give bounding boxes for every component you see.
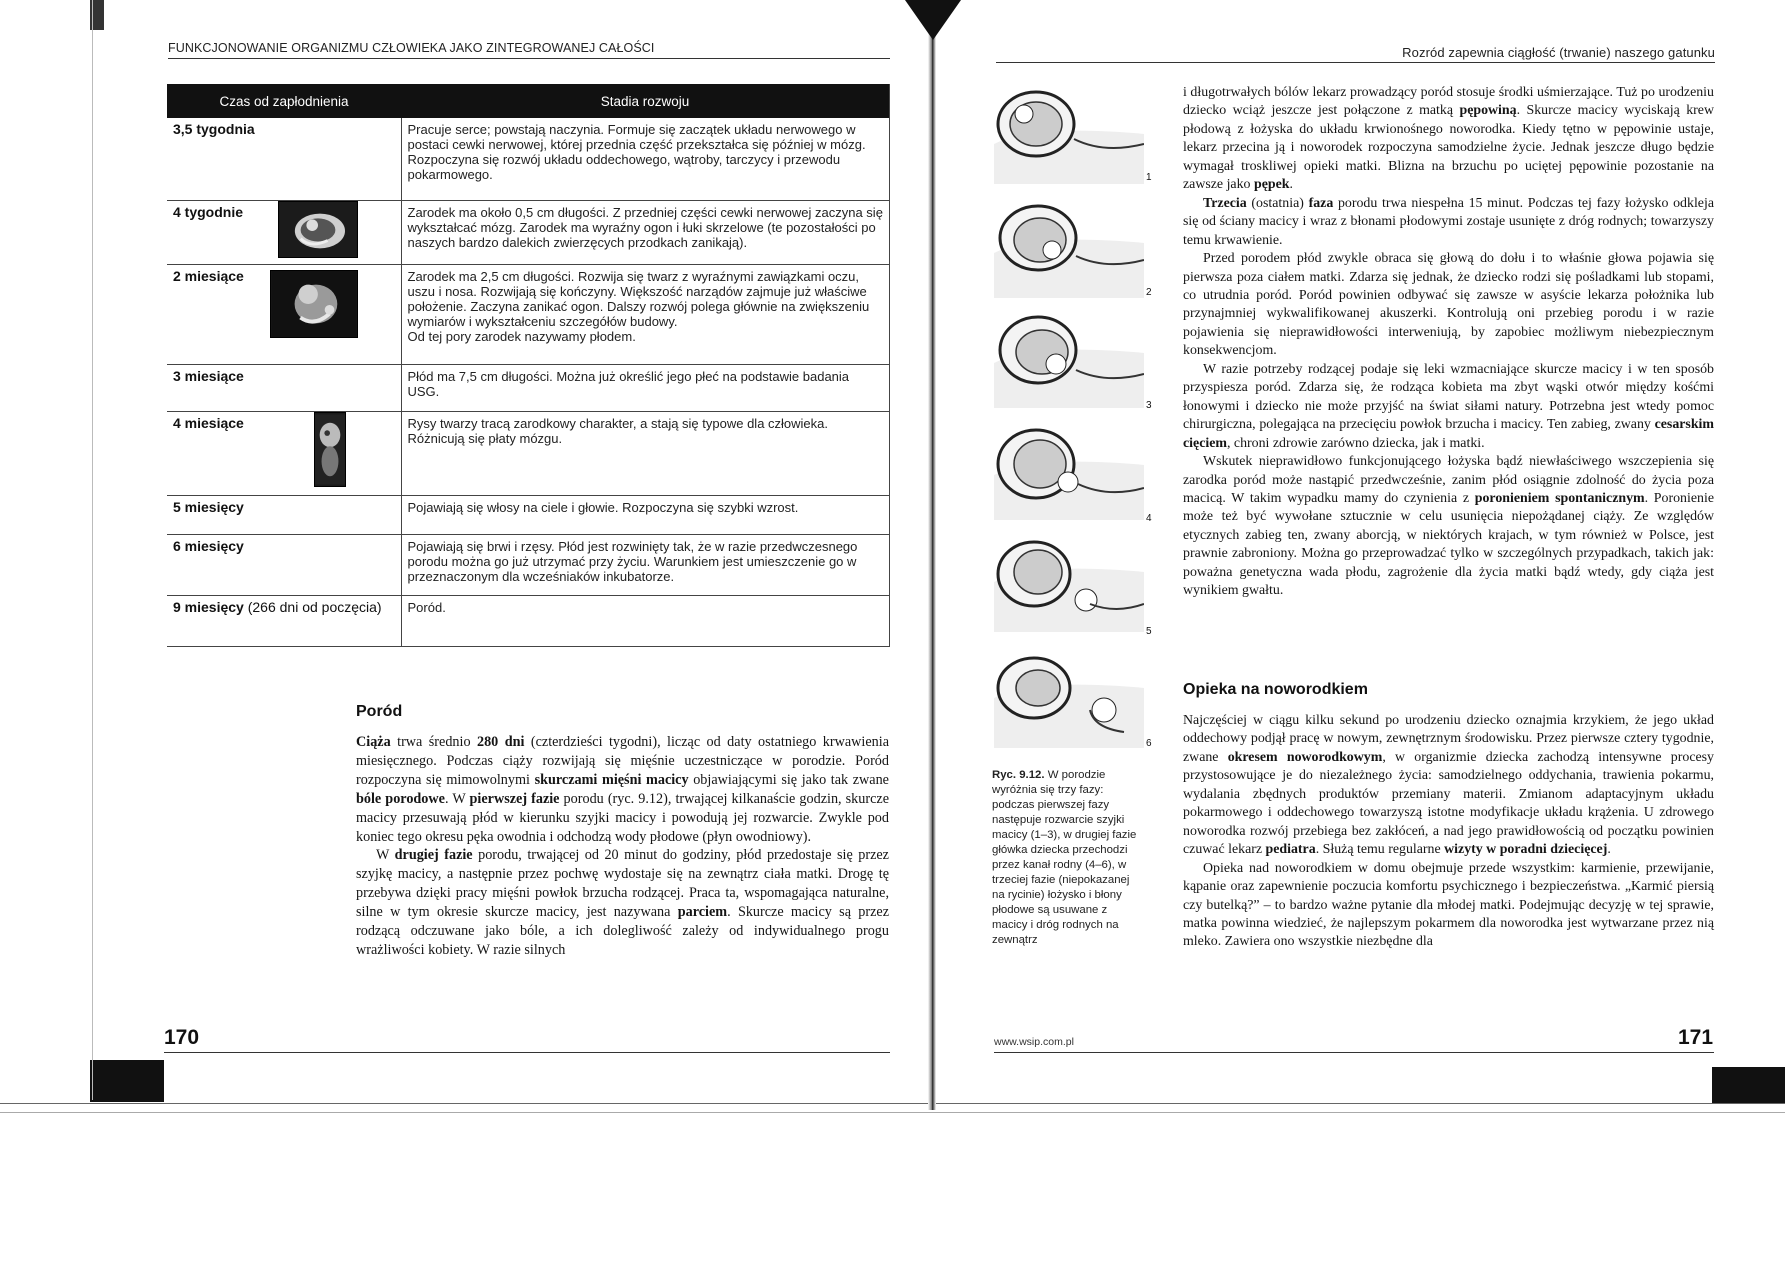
birth-stage-5-drawing [994,532,1144,632]
book-spine [928,0,936,1110]
birth-stage-4-drawing [994,420,1144,520]
page-bottom-edge [936,1103,1785,1104]
stage-description [401,264,890,364]
term: poronieniem spontanicznym [1474,490,1645,506]
text-run: . Służą temu regularne [1315,842,1445,858]
stage-description: Pracuje serce; powstają naczynia. Formuje się zaczątek układu nerwowego w postaci cewki nerwowej, której przednia część przekształca się później w mózg. Rozpoczyna się rozwój układu oddechowego, wątroby, tarczycy i przewodu pokarmowego. [401,118,890,200]
figure-stage-number: 2 [1146,287,1152,298]
running-head-left: FUNKCJONOWANIE ORGANIZMU CZŁOWIEKA JAKO ZINTEGROWANEJ CAŁOŚCI [168,41,655,55]
term: cesarskim cięciem [1183,417,1714,451]
figure-stage-number: 4 [1146,513,1152,524]
development-stages-table [167,84,890,647]
stage-description-note: Od tej pory zarodek nazywamy płodem. [407,328,636,344]
stage-time: 4 tygodnie [173,203,244,220]
term: Ciąża [356,734,391,750]
header-rule [996,62,1715,63]
term: drugiej fazie [394,847,473,864]
term: pierwszej fazie [469,790,560,807]
text-run: (czterdzieści tygodni), licząc od daty ostatniego krwawienia miesięcznego. Podczas ciąży rozwijają się mięśnie uczestniczące w porodzie. Poród rozpoczyna się mimowolnymi [356,734,889,788]
text-run: Wskutek nieprawidłowo funkcjonującego łożyska bądź niewłaściwego wszczepienia się zarodka poród może nastąpić przedwcześnie, zanim płód osiągnie zdolność do życia poza macicą. W takim wypadku mamy do czynienia z [1183,454,1714,506]
text-run: . Skurcze macicy wyciskają krew płodową z łożyska do układu krwionośnego noworodka. Kiedy tętno w pępowinie ustaje, lekarz przecina ją i noworodek rozpoczyna samodzielne życie. Jednak jeszcze długo będzie wymagał troskliwej opieki matki. Blizna na brzuchu po uciętej pępowinie pozostanie na zawsze jako [1183,103,1714,193]
birth-stage-3-drawing [994,308,1144,408]
stage-time: 4 miesiące [173,414,244,431]
footer-rule [994,1052,1714,1053]
embryo-4-weeks-photo [278,201,358,258]
term: pępek [1253,177,1290,193]
table-header-time: Czas od zapłodnienia [167,84,401,118]
scan-edge-mark [1712,1067,1785,1103]
text-run: objawiającymi się jako tak zwane [688,771,889,788]
stage-description-text: Zarodek ma 2,5 cm długości. Rozwija się twarz z wyraźnymi zawiązkami oczu, uszu i nosa. Rozwijają się kończyny. Większość narządów zajmuje już właściwe położenie. Zaczyna zanikać ogon. Dalszy rozwój polega głównie na zwiększeniu wymiarów i wykształceniu szczegółów budowy. [407,268,870,329]
stage-description: Zarodek ma około 0,5 cm długości. Z przedniej części cewki nerwowej zaczyna się wykształcać mózg. Zarodek ma wyraźny ogon i łuki skrzelowe (te pozostałości po naszych bardzo dalekich zwierzęcych przodkach zanikają). [401,200,890,264]
newborn-care-text [1183,712,1714,952]
term: Trzecia [1203,195,1247,211]
section-title-birth: Poród [356,703,403,720]
paragraph [1183,84,1714,195]
stage-time: 2 miesiące [173,267,244,284]
text-run: W [376,847,395,864]
section-title-newborn: Opieka na noworodkiem [1183,681,1368,698]
table-row [167,495,890,534]
page-edge-line [92,0,93,1100]
figure-stage-number: 1 [1146,172,1152,183]
table-row [167,534,890,595]
text-run: . [1607,842,1611,858]
paragraph [1183,361,1714,453]
table-row [167,595,890,646]
stage-time-note: (266 dni od poczęcia) [243,598,382,615]
stage-time: 9 miesięcy [173,598,244,615]
term: parciem [677,904,728,921]
birth-stage-2-drawing [994,198,1144,298]
fetus-4-months-photo [314,412,346,487]
header-rule [168,58,890,59]
text-run: porodu, trwającej od 20 minut do godziny, płód przedostaje się przez szyjkę macicy, a następnie przez pochwę wydostaje się na zewnątrz ciała matki. Drogę tę przebywa dzięki pracy mięśni powłok brzucha rodzącej. Praca ta, wspomagająca naturalne, silne w tym okresie skurcze macicy, jest nazywana [356,847,889,921]
paragraph [1183,453,1714,601]
stage-time: 3 miesiące [173,367,244,384]
stage-description: Pojawiają się włosy na ciele i głowie. Rozpoczyna się szybki wzrost. [401,495,890,534]
running-head-right: Rozród zapewnia ciągłość (trwanie) naszego gatunku [1402,45,1715,60]
stage-time: 6 miesięcy [173,537,244,554]
text-run: Opieka nad noworodkiem w domu obejmuje przede wszystkim: karmienie, przewijanie, kąpanie oraz zapewnienie poczucia komfortu psychicznego i bezpieczeństwa. „Karmić piersią czy butelką?” – to bardzo ważne pytanie dla młodej matki. Podejmując decyzję w tej sprawie, matka powinna wiedzieć, że najlepszym pokarmem dla noworodka jest wytwarzane przez nią mleko. Zawiera ono wszystkie niezbędne dla [1183,860,1714,950]
term: 280 dni [476,734,525,750]
text-run: i długotrwałych bólów lekarz prowadzący poród stosuje środki uśmierzające. Tuż po urodzeniu dziecko wciąż jeszcze jest połączone z matką [1183,85,1714,119]
text-run: Najczęściej w ciągu kilku sekund po urodzeniu dziecko oznajmia krzykiem, że jego układ oddechowy podjął pracę w nowym, zewnętrznym środowisku. Przez pierwsze cztery tygodnie, zwane [1183,713,1714,765]
text-run: trwa średnio [390,734,477,750]
text-run: . Skurcze macicy są przez rodzącą odczuwane jako bóle, a ich dolegliwość zależy od indywidualnego progu wrażliwości kobiety. W razie silnych [356,904,889,958]
text-run: , w organizmie dziecka zachodzą intensywne procesy przystosowujące je do niezależnego życia: samodzielnego oddychania, trawienia pokarmu, wydalania zbędnych produktów przemiany materii. Zmianom adaptacyjnym układu pokarmowego i oddechowego towarzyszą istotne modyfikacje układu krążenia. U zdrowego noworodka rozwój przebiega bez zakłóceń, a nad jego prawidłowością od początku powinien czuwać lekarz [1183,749,1715,858]
table-row [167,411,890,495]
text-run: porodu (ryc. 9.12), trwającej kilkanaście godzin, skurcze macicy przesuwają płód w kierunku szyjki macicy i powodują jej rozwarcie. Zwykle pod koniec tego okresu pęka owodnia i odchodzą wody płodowe (płyn owodniowy). [356,790,889,845]
paragraph [1183,860,1714,952]
term: wizyty w poradni dziecięcej [1444,842,1608,858]
table-row [167,264,890,364]
page-number-right: 171 [1678,1026,1714,1049]
figure-stage-number: 6 [1146,738,1152,749]
embryo-2-months-photo [270,270,358,338]
term: okresem noworodkowym [1227,749,1383,765]
text-run: , chroni zdrowie zarówno dziecka, jak i matki. [1226,435,1485,451]
footer-rule [164,1052,890,1053]
paragraph [1183,250,1714,361]
figure-caption-label: Ryc. 9.12. [992,769,1045,781]
figure-stage-number: 5 [1146,626,1152,637]
stage-description: Płód ma 7,5 cm długości. Można już określić jego płeć na podstawie badania USG. [401,364,890,411]
figure-caption-text: W porodzie wyróżnia się trzy fazy: podczas pierwszej fazy następuje rozwarcie szyjki macicy (1–3), w drugiej fazie główka dziecka przechodzi przez kanał rodny (4–6), w trzeciej fazie (niepokazanej na rycinie) łożysko i błony płodowe są usuwane z macicy i dróg rodnych na zewnątrz [992,769,1137,946]
text-run: porodu trwa niespełna 15 minut. Podczas tej fazy łożysko odkleja się od ściany macicy i wraz z błonami płodowymi zostaje usunięte z dróg rodnych; towarzyszy temu krwawienie. [1183,195,1714,248]
birth-stage-1-drawing [994,84,1144,184]
page-number-left: 170 [164,1026,200,1049]
term: faza [1308,195,1334,211]
publisher-url: www.wsip.com.pl [994,1036,1074,1048]
table-row [167,118,890,200]
stage-description: Pojawiają się brwi i rzęsy. Płód jest rozwinięty tak, że w razie przedwczesnego porodu można go już utrzymać przy życiu. Warunkiem jest umieszczenie go w przeznaczonym dla wcześniaków inkubatorze. [401,534,890,595]
paragraph [1183,712,1714,860]
spine-top-shadow [905,0,961,40]
text-run: Przed porodem płód zwykle obraca się głową do dołu i to właśnie głowa pojawia się pierwsza poza ciałem matki. Zdarza się jednak, że dziecko rodzi się pośladkami lub stopami, co utrudnia poród. Poród powinien odbywać się zawsze w asyście lekarza położnika lub przynajmniej wykwalifikowanej akuszerki. Kontrolują oni przebieg porodu i w razie pojawienia się nieprawidłowości interweniują, by zapobiec możliwym niebezpiecznym konsekwencjom. [1183,251,1714,359]
birth-text-continued [1183,84,1714,601]
term: pępowiną [1459,103,1517,119]
paragraph [356,733,889,846]
paragraph [1183,195,1714,250]
text-run: (ostatnia) [1246,195,1309,211]
birth-stage-6-drawing [994,648,1144,748]
birth-text [356,733,889,960]
stage-time: 5 miesięcy [173,498,244,515]
stage-description: Poród. [401,595,890,646]
text-run: . W [444,790,470,807]
scan-bed-line [0,1112,1785,1113]
term: skurczami mięśni macicy [534,771,689,788]
figure-stage-number: 3 [1146,400,1152,411]
stage-description: Rysy twarzy tracą zarodkowy charakter, a stają się typowe dla człowieka. Różnicują się płaty mózgu. [401,411,890,495]
page-bottom-edge [0,1103,928,1104]
text-run: W razie potrzeby rodzącej podaje się leki wzmacniające skurcze macicy i w ten sposób przyspiesza poród. Zdarza się, że rodząca kobieta ma zbyt wąski otwór między kośćmi łonowymi i dziecko nie może przyjść na świat siłami natury. Potrzebna jest wtedy pomoc chirurgiczna, polegająca na przecięciu powłok brzucha i macicy. Ten zabieg, zwany [1183,361,1714,433]
text-run: . [1289,177,1293,193]
text-run: . Poronienie może też być wywołane sztucznie w celu usunięcia niepożądanej ciąży. Ze względów etycznych zabieg ten, zwany aborcją, w niektórych krajach, w tym również w Polsce, jest prawnie zabroniony. Można go przeprowadzać tylko w szczególnych przypadkach, takich jak: poważna genetyczna wada płodu, zagrożenie dla życia matki bądź wtedy, gdy ciąża jest wynikiem gwałtu. [1183,490,1714,599]
term: pediatra [1265,842,1316,858]
table-header-stages: Stadia rozwoju [401,84,890,118]
paragraph [356,846,889,959]
term: bóle porodowe [356,790,445,807]
stage-time: 3,5 tygodnia [173,121,255,137]
scan-edge-mark [90,1060,164,1102]
table-row [167,364,890,411]
table-row [167,200,890,264]
figure-caption [992,768,1142,948]
